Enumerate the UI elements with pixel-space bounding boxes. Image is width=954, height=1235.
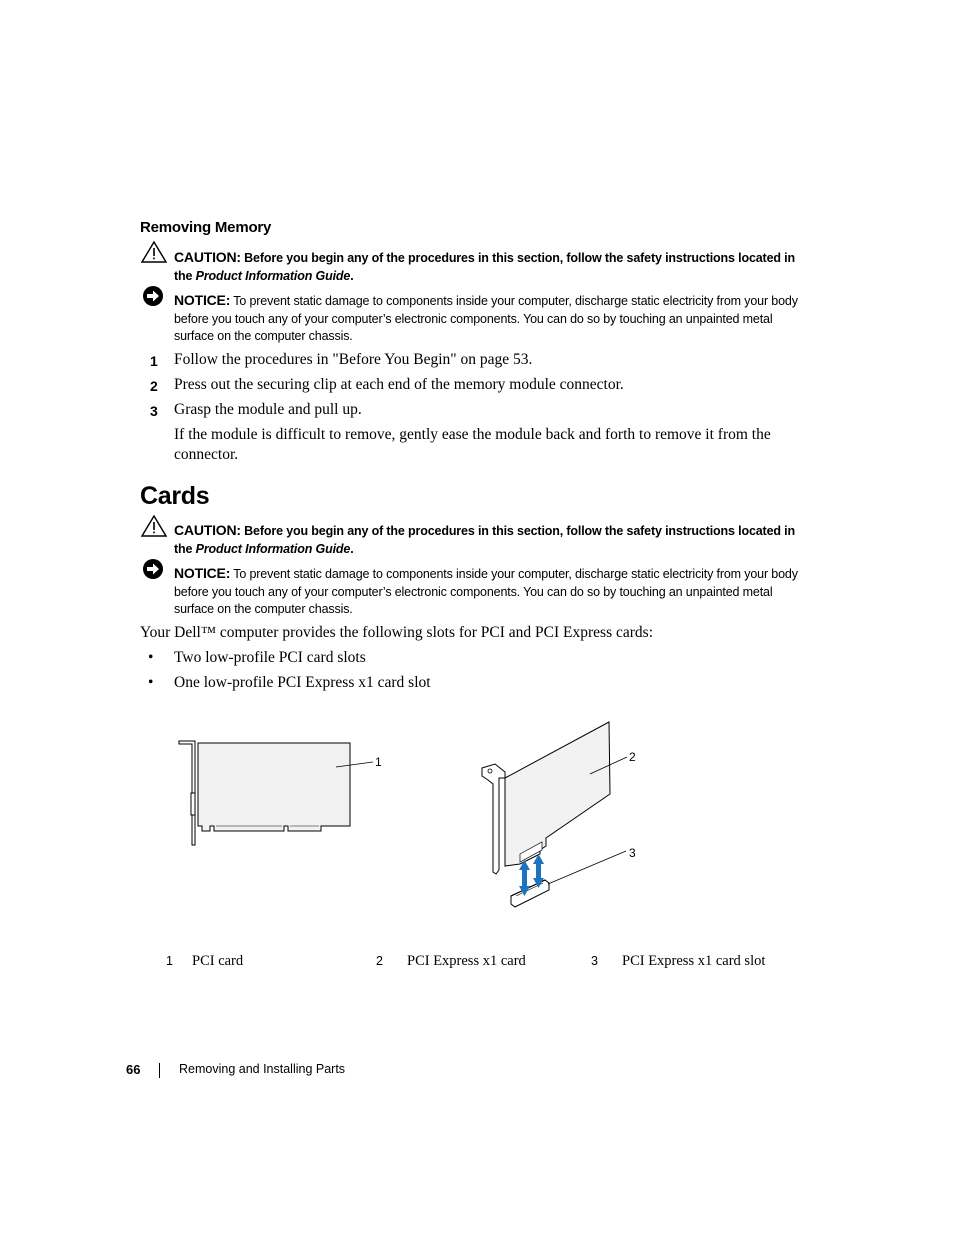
footer-divider [159,1063,160,1078]
step-3-detail: If the module is difficult to remove, gently ease the module back and forth to remove it from the connector. [174,426,771,463]
caution-note: CAUTION: Before you begin any of the procedures in this section, follow the safety instructions located in the Product Information Guide. [174,249,795,283]
notice-icon [141,557,167,581]
caution-text: Before you begin any of the procedures in this section, follow the safety instructions located in the [174,251,795,283]
notice-label: NOTICE: [174,292,231,308]
cards-intro: Your Dell™ computer provides the following slots for PCI and PCI Express cards: [140,624,654,641]
caution-icon [141,514,167,538]
callout-2: 2 [629,750,636,764]
page-number: 66 [126,1062,141,1077]
caution-label: CAUTION: [174,249,241,265]
pci-card-illustration [179,741,373,845]
caution-note: CAUTION: Before you begin any of the procedures in this section, follow the safety instructions located in the Product Information Guide. [174,522,795,556]
notice-text: To prevent static damage to components inside your computer, discharge static electricity from your body before you touch any of your computer’s electronic components. You can do so by touching an unpainted metal surface on the computer chassis. [174,567,798,616]
notice-icon [141,284,167,308]
caution-icon [141,240,167,264]
notice-label: NOTICE: [174,565,231,581]
cards-figure [150,710,670,920]
notice-note [174,565,814,619]
section-heading-removing-memory: Removing Memory [140,219,272,236]
pci-express-card-illustration [482,722,627,874]
caution-label: CAUTION: [174,522,241,538]
caution-guide: Product Information Guide [195,268,351,283]
notice-text: To prevent static damage to components inside your computer, discharge static electricity from your body before you touch any of your computer’s electronic components. You can do so by touching an unpainted metal surface on the computer chassis. [174,294,798,343]
callout-3: 3 [629,846,636,860]
notice-note [174,292,814,346]
caution-text: Before you begin any of the procedures in this section, follow the safety instructions located in the [174,524,795,556]
callout-1: 1 [375,755,382,769]
chapter-title: Removing and Installing Parts [179,1062,346,1076]
section-heading-cards: Cards [140,482,210,510]
caution-guide: Product Information Guide [195,541,351,556]
